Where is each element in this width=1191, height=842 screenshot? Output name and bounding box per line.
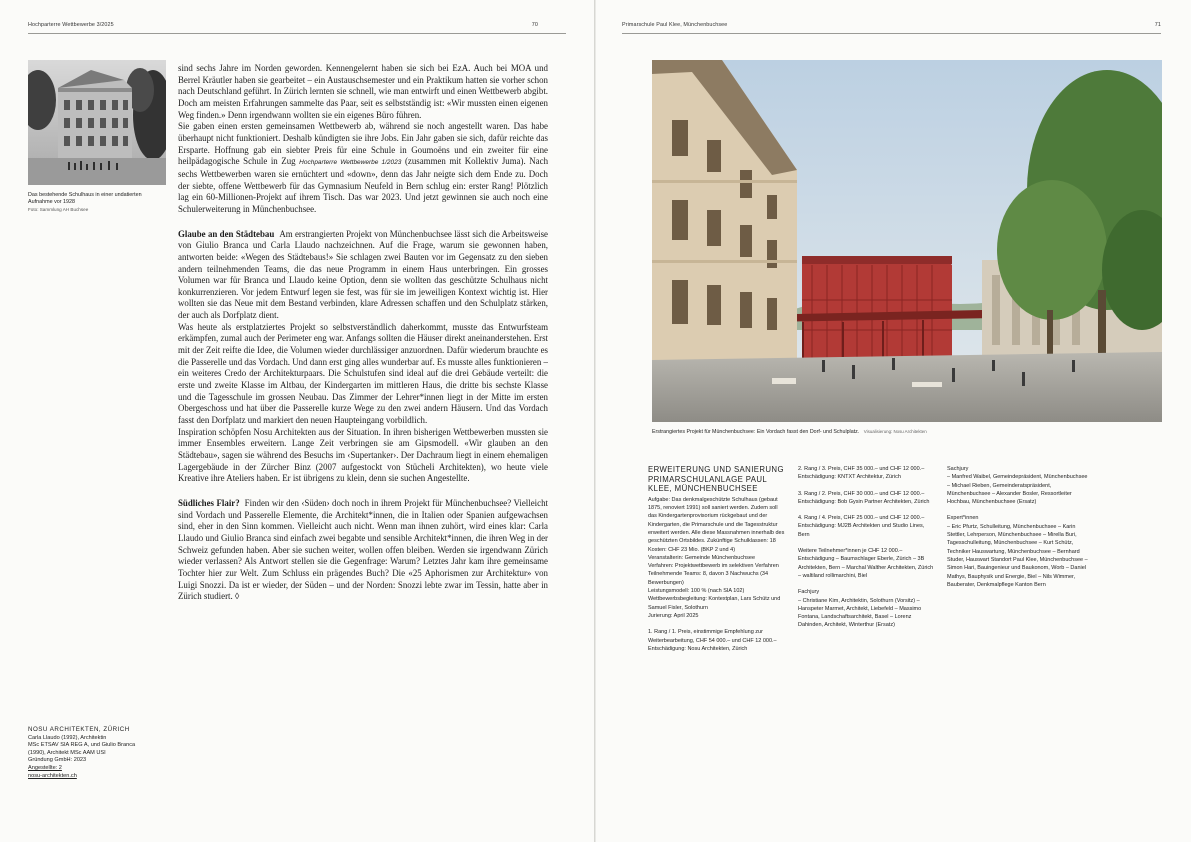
office-line: MSc ETSAV SIA REG A, und Giulio Branca [28,742,136,749]
jury-list: – Christiane Kim, Architektin, Solothurn (Vorsitz) – Hanspeter Marmet, Architekt, Liebefeld – Massimo Fontana, Landschaftsarchitekt, Basel – Lorenz Dahinden, Architekt, Winterthur (Ersatz) [798,597,922,629]
article-paragraph-text: Am erstrangierten Projekt von Münchenbuchsee lässt sich die Arbeitsweise von Giulio Branca und Carla Llaudo nachzeichnen. Auf die Frage, warum sie gewonnen haben, antworten beide: «Wegen des Städtebaus!» Sie schlagen zwei Bauten vor im Gegensatz zu den sieben andern teilnehmenden Teams, die das neue Programm in einem Haus unterbringen. Ein grosses Volumen war für Branca und Llaudo keine Option, denn sie wollten das geschützte Schulhaus nicht konkurrenzieren. Vor jedem Entwurf legen sie fest, was für sie im jeweiligen Kontext wichtig ist. Hier wollten sie das Neue mit dem Bestand verbinden, klare Adressen schaffen und den Schulplatz stärken, der auch als Dorfplatz dient. [178,228,548,321]
experts-list: – Eric Pfurtz, Schulleitung, Münchenbuchsee – Karin Stettler, Lehrperson, Münchenbuchsee – Mirella Buri, Tagesschulleitung, Münchenbuchsee – Kurt Schütz, Techniker Hauswartung, Münchenbuchsee – Bernhard Studer, Hauswart Standort Paul Klee, Münchenbuchsee – Simon Hari, Bauingenieur und Baukonom, Worb – Daniel Mathys, Bauphysik und Energie, Biel – Nils Wimmer, Bauberater, Denkmalpflege Kanton Bern [947,523,1088,588]
historic-photo [28,60,166,185]
article-paragraph: Inspiration schöpfen Nosu Architekten aus der Situation. In ihren bisherigen Wettbewerben mussten sie immer Ensembles erweitern. Lange Zeit verbringen sie am Gipsmodell. «Wir glauben an den Städtebau», sagen sie während des Besuchs im ‹Supertanker›. Der Dachraum liegt in einem ehemaligen Lagergebäude in der Zürcher Binz (2007 aufgestockt von Stücheli Architekten), wo heute viele Kreative ihre Ateliers haben. Er ist übrigens zu klein, denn sie suchen Angestellte. [178,426,548,484]
fact-paragraph: Aufgabe: Das denkmalgeschützte Schulhaus (gebaut 1875, renoviert 1991) soll saniert werden. Zudem soll das Kindergartenprovisorium rückgebaut und der Kindergarten, die Primarschule und die Tagesstruktur erweitert werden. Alle diese Massnahmen innerhalb des geschützten Ortsbildes. Zukünftige Schulklassen: 18 [648,496,785,545]
header-title: Primarschule Paul Klee, Münchenbuchsee [622,22,728,28]
office-line: (1990), Architekt MSc AAM USI [28,749,106,756]
competition-title: ERWEITERUNG UND SANIERUNG PRIMARSCHULANLAGE PAUL KLEE, MÜNCHENBUCHSEE [648,465,784,494]
header-title: Hochparterre Wettbewerbe 3/2025 [28,22,114,28]
jury-heading: Fachjury [798,589,820,596]
article-section-start [178,498,548,603]
jury-list: – Manfred Waibel, Gemeindepräsident, Münchenbuchsee – Michael Rieben, Gemeinderatspräsident, Münchenbuchsee – Alexander Bosler, Ressortleiter Hochbau, Münchenbuchsee (Ersatz) [947,474,1088,506]
left-page [0,0,595,842]
office-name: NOSU ARCHITEKTEN, ZÜRICH [28,726,130,733]
article-body [178,63,548,603]
article-paragraph-text: Sie gaben einen ersten gemeinsamen Wettbewerb ab, während sie noch angestellt waren. Das habe überhaupt nicht funktioniert. Deshalb kündigten sie ihre Jobs. Ein Jahr gaben sie sich, dafür reichte das Ersparte. Hoffnung gab ein siebter Preis für eine Schule in Goumoëns und ein zweiter für eine heilpädagogische Schule in Zug [178,121,548,167]
section-heading: Glaube an den Städtebau [178,228,275,239]
historic-schoolhouse-image [28,60,166,185]
fact-paragraph: Jurierung: April 2025 [648,612,699,619]
photo-caption-text: Das bestehende Schulhaus in einer undatierten Aufnahme vor 1928 [28,192,142,206]
photo-caption [28,192,158,214]
page-number: 71 [1154,22,1161,28]
article-section-start [178,229,548,322]
office-line: Carla Llaudo (1992), Architektin [28,734,107,741]
office-line: Angestellte: 2 [28,764,62,771]
section-heading: Südliches Flair? [178,497,240,508]
schoolyard-rendering-image [652,60,1162,422]
page-number: 70 [531,22,538,28]
fact-paragraph: Veranstalterin: Gemeinde Münchenbuchsee [648,554,756,561]
fact-paragraph: Leistungsmodell: 100 % (nach SIA 102) [648,588,745,595]
article-paragraph: Was heute als erstplatziertes Projekt so selbstverständlich daherkommt, musste das Entwurfsteam erkämpfen, zumal auch der Perimeter eng war. Anfangs sollten die Häuser direkt aneinanderstehen. Erst mit der Zeit reifte die Idee, die Volumen wieder durchlässiger anzuordnen. Dafür wiederum brauchte es die Passerelle und das Vordach. Und dann erst ging alles wunderbar auf. Es musste alles funktionieren – ein weiteres Credo der Architekturpaars. Die Schulstufen sind ideal auf die drei Gebäude verteilt: die erste und zweite Klasse im Altbau, der Kindergarten im mittleren Haus, die dritte bis sechste Klasse und die Tagesschule im grossen Neubau. Das Zimmer der Lehrer*innen liegt in der Mitte im ersten Obergeschoss und hat über die Passerelle kurze Wege zu den zwei andern Häusern. Und das Vordach fasst den Dorfplatz und markiert den neuen Haupteingang vorbildlich. [178,321,548,426]
right-page [596,0,1191,842]
article-paragraph-text: (zusammen mit Kollektiv Juma). Nach sechs Wettbewerben waren sie ernüchtert und «down», denn das Jahr neigte sich dem Ende zu. Doch der siebte, offene Wettbewerb für das Gymnasium Neufeld in Bern schlug ein: erster Rang! Plötzlich lag ein 60-Millionen-Projekt auf ihrem Tisch. Das war 2023. Und jetzt gewinnen sie auch noch eine Schulerweiterung in Münchenbuchsee. [178,156,549,214]
prize-entry: 4. Rang / 4. Preis, CHF 25 000.– und CHF 12 000.– Entschädigung: MJ2B Architekten und Studio Lines, Bern [798,515,925,538]
jury-heading: Sachjury [947,466,969,472]
prize-entry: 2. Rang / 3. Preis, CHF 35 000.– und CHF 12 000.– Entschädigung: KNTXT Architektur, Zürich [798,466,925,481]
office-line: Gründung GmbH: 2023 [28,757,87,764]
first-prize-entry: 1. Rang / 1. Preis, einstimmige Empfehlung zur Weiterbearbeitung, CHF 54 000.– und CHF 12 000.– Entschädigung: Nosu Architekten, Zürich [648,629,777,652]
article-paragraph: sind sechs Jahre im Norden geworden. Kennengelernt haben sie sich bei EzA. Auch bei MOA und Berrel Kräutler haben sie gearbeitet – ein Austauschsemester und ein Praktikum hatten sie vorher schon nach Deutschland geführt. In Zürich lernten sie schnell, wie man entwirft und einen Wettbewerb abgibt. Doch am meisten Erfahrungen sammelte das Paar, seit es selbstständig ist: «Wir mussten einen eigenen Weg finden.» Denn irgendwann wollten sie ein eigenes Büro führen. [178,63,548,120]
magazine-reference: Hochparterre Wettbewerbe 1/2023 [299,159,402,167]
competition-facts-column-2 [798,465,936,630]
office-info-box [28,726,153,780]
experts-heading: Expert*innen [947,515,979,522]
fact-paragraph: Kosten: CHF 23 Mio. (BKP 2 und 4) [648,546,736,553]
project-rendering [652,60,1162,422]
other-participants: Weitere Teilnehmer*innen je CHF 12 000.– Entschädigung – Baumschlager Eberle, Zürich – 3B Architekten, Bern – Marchal Walther Architekten, Zürich – waltiland rollimarchini, Biel [798,548,934,579]
header-rule [622,33,1161,34]
prize-entry: 3. Rang / 2. Preis, CHF 30 000.– und CHF 12 000.– Entschädigung: Bob Gysin Partner Architekten, Zürich [798,490,930,505]
article-paragraph [178,121,548,215]
rendering-caption [652,429,1172,435]
photo-credit: Foto: Sammlung AH Buchsee [28,207,89,213]
fact-paragraph: Wettbewerbsbegleitung: Kontextplan, Lars Schütz und Samuel Fisler, Solothurn [648,596,781,611]
rendering-credit: Visualisierung: Nosu Architekten [863,429,927,434]
office-website-link[interactable]: nosu-architekten.ch [28,772,77,779]
competition-facts-column-3 [947,465,1089,589]
rendering-caption-text: Erstrangiertes Projekt für Münchenbuchsee: Ein Vordach fasst den Dorf- und Schulplatz. [652,429,860,435]
header-rule [28,33,566,34]
article-paragraph-text: Finden wir den ‹Süden› doch noch in ihrem Projekt für Münchenbuchsee? Vielleicht sind Vordach und Passerelle Elemente, die Architekt*innen, die in Italien oder Spanien aufgewachsen sind, eher in den Sinn kommen. Vielleicht auch nicht. Wenn man ihnen zuhört, wird eines klar: Carla Llaudo und Giulio Branca sind einfach zwei begabte und sensible Architekt*innen, die ihren Weg in der Schweiz gefunden haben. Aber sie suchen weiter, wollen offen bleiben. Werden sie irgendwann Zürich wieder verlassen? Als Antwort stellen sie die Gegenfrage: Warum? Letztes Jahr kam ihre gemeinsame Tochter hier zur Welt. Zum Schluss ein prägendes Buch? Die «25 Aphorismen zur Architektur» von Luigi Snozzi. Da ist er wieder, der Süden – und der Norden: Snozzi lebte zwar im Tessin, hatte aber in Zürich studiert. ◊ [178,497,548,602]
fact-paragraph: Verfahren: Projektwettbewerb im selektiven Verfahren [648,563,779,570]
competition-facts-column-1 [648,465,788,653]
fact-paragraph: Teilnehmende Teams: 8, davon 3 Nachwuchs (34 Bewerbungen) [648,571,769,586]
